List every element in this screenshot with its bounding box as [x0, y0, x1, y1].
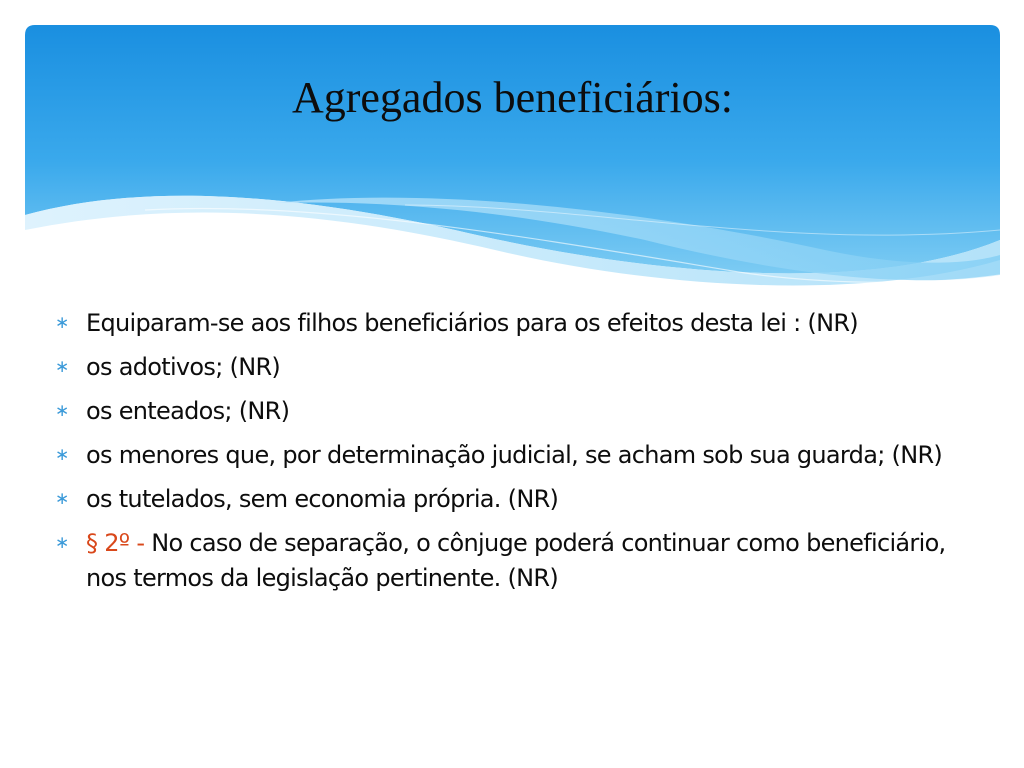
- bullet-list: [55, 306, 985, 605]
- list-item: [55, 482, 985, 517]
- asterisk-bullet-icon: ∗: [55, 401, 70, 421]
- asterisk-bullet-icon: ∗: [55, 533, 70, 553]
- bullet-text: os enteados; (NR): [86, 397, 290, 425]
- title-banner: [25, 25, 1000, 290]
- asterisk-bullet-icon: ∗: [55, 445, 70, 465]
- list-item: [55, 306, 985, 341]
- list-item: [55, 394, 985, 429]
- list-item: [55, 350, 985, 385]
- asterisk-bullet-icon: ∗: [55, 313, 70, 333]
- bullet-text: os menores que, por determinação judicial, se acham sob sua guarda; (NR): [86, 441, 943, 469]
- asterisk-bullet-icon: ∗: [55, 357, 70, 377]
- bullet-text: Equiparam-se aos filhos beneficiários para os efeitos desta lei : (NR): [86, 309, 858, 337]
- bullet-text: No caso de separação, o cônjuge poderá continuar como beneficiário, nos termos da legislação pertinente. (NR): [86, 529, 946, 592]
- asterisk-bullet-icon: ∗: [55, 489, 70, 509]
- list-item: [55, 526, 985, 596]
- slide-title: Agregados beneficiários:: [291, 73, 734, 122]
- bullet-text: os adotivos; (NR): [86, 353, 281, 381]
- bullet-text: os tutelados, sem economia própria. (NR): [86, 485, 559, 513]
- list-item: [55, 438, 985, 473]
- paragraph-reference: § 2º -: [86, 529, 145, 557]
